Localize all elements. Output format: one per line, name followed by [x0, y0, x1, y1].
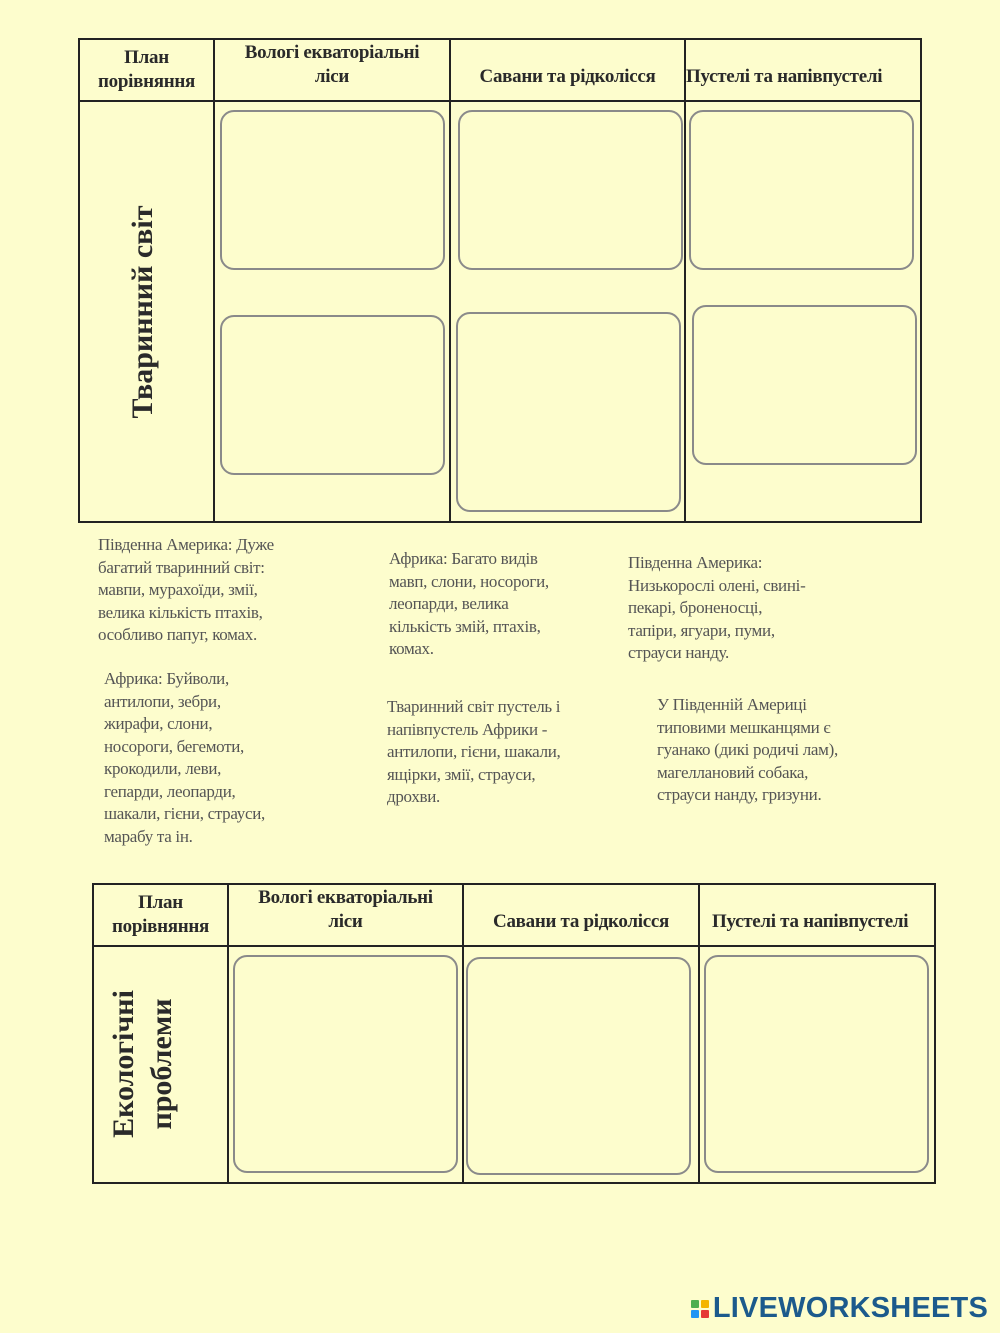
option-south-america-forest[interactable]: Південна Америка: Дуже багатий тваринний світ: мавпи, мурахоїди, змії, велика кількість птахів, особливо папуг, комах.: [98, 535, 274, 644]
drop-zone-desert-1[interactable]: [689, 110, 914, 270]
row-label-ecological-problems: Екологічні проблеми: [107, 990, 178, 1138]
logo-square-green: [691, 1300, 699, 1308]
drop-zone2-savanna[interactable]: [466, 957, 691, 1175]
header2-plan: План порівняння: [112, 892, 209, 937]
option-south-america-desert[interactable]: У Південній Америці типовими мешканцями є гуанако (дикі родичі лам), магеллановий собака, страуси нанду, гризуни.: [657, 695, 838, 804]
drop-zone-forest-2[interactable]: [220, 315, 445, 475]
row-label-animal-world: Тваринний світ: [126, 205, 159, 419]
drop-zone2-desert[interactable]: [704, 955, 929, 1173]
header-equatorial-forests: Вологі екваторіальні ліси: [244, 42, 420, 87]
header-savannas: Савани та рідколісся: [479, 66, 656, 87]
option-africa-savanna[interactable]: Африка: Буйволи, антилопи, зебри, жирафи, слони, носороги, бегемоти, крокодили, леви, гепарди, леопарди, шакали, гієни, страуси, марабу та ін.: [104, 669, 265, 846]
drop-zone2-forest[interactable]: [233, 955, 458, 1173]
header-deserts: Пустелі та напівпустелі: [686, 66, 883, 87]
option-africa-forest[interactable]: Африка: Багато видів мавп, слони, носороги, леопарди, велика кількість змій, птахів, комах.: [389, 549, 549, 658]
logo-square-blue: [691, 1310, 699, 1318]
header2-equatorial-forests: Вологі екваторіальні ліси: [258, 887, 433, 932]
drop-zone-forest-1[interactable]: [220, 110, 445, 270]
liveworksheets-text: LIVEWORKSHEETS: [712, 1292, 988, 1324]
header2-savannas: Савани та рідколісся: [493, 911, 669, 932]
drop-zone-savanna-2[interactable]: [456, 312, 681, 512]
logo-square-red: [701, 1310, 709, 1318]
logo-square-yellow: [701, 1300, 709, 1308]
header-plan: План порівняння: [98, 47, 195, 92]
option-africa-desert[interactable]: Тваринний світ пустель і напівпустель Африки - антилопи, гієни, шакали, ящірки, змії, страуси, дрохви.: [387, 697, 561, 806]
drop-zone-savanna-1[interactable]: [458, 110, 683, 270]
liveworksheets-icon: [691, 1300, 709, 1318]
drop-zone-desert-2[interactable]: [692, 305, 917, 465]
liveworksheets-logo[interactable]: [691, 1292, 988, 1325]
header2-deserts: Пустелі та напівпустелі: [712, 911, 909, 932]
option-south-america-savanna[interactable]: Південна Америка: Низькорослі олені, свині- пекарі, броненосці, тапіри, ягуари, пуми, страуси нанду.: [628, 553, 806, 662]
